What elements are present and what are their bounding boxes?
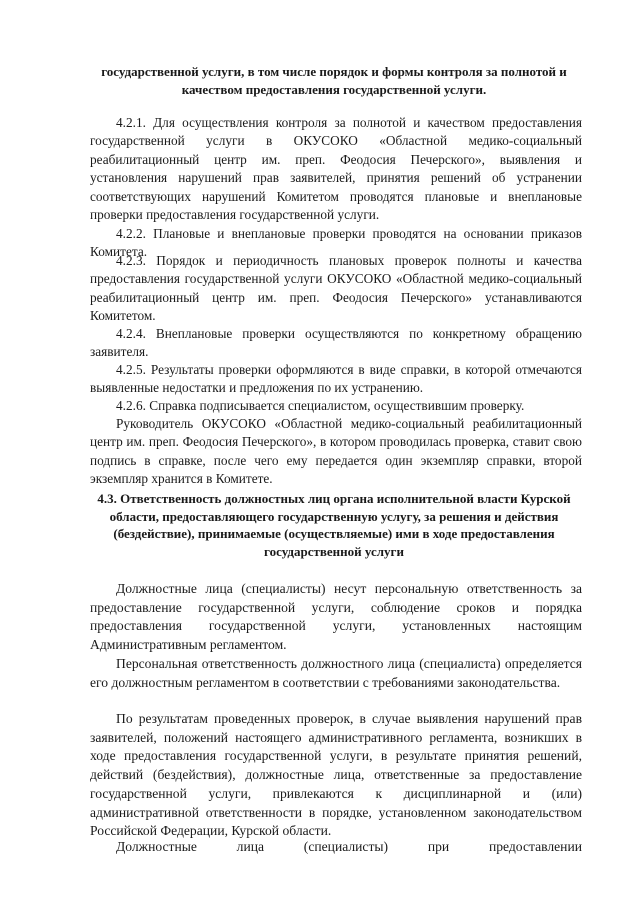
paragraph-4-2-5: 4.2.5. Результаты проверки оформляются в виде справки, в которой отмечаются выявленные недостатки и предложения по их устранению. — [90, 362, 582, 396]
paragraph-head-signature: Руководитель ОКУСОКО «Областной медико-социальный реабилитационный центр им. преп. Феодосия Печерского», в котором проводилась проверка, ставит свою подпись в справке, после чего ему передается один экземпляр справки, второй экземпляр хранится в Комитете. — [90, 416, 582, 487]
paragraph-4-2-4: 4.2.4. Внеплановые проверки осуществляются по конкретному обращению заявителя. — [90, 326, 582, 360]
section-heading-4-2: государственной услуги, в том числе порядок и формы контроля за полнотой и качеством предоставления государственной услуги. — [101, 64, 567, 97]
paragraph-4-2-6: 4.2.6. Справка подписывается специалистом, осуществившим проверку. — [116, 398, 525, 413]
paragraph-officials-continued: Должностные лица (специалисты) при предоставлении — [116, 839, 582, 854]
paragraph-4-2-1: 4.2.1. Для осуществления контроля за полнотой и качеством предоставления государственной услуги в ОКУСОКО «Областной медико-социальный реабилитационный центр им. преп. Феодосия Печерского», выявления и установления нарушений прав заявителей, принятия решений об устранении соответствующих нарушений Комитетом проводятся плановые и внеплановые проверки предоставления государственной услуги. — [90, 115, 582, 223]
paragraph-4-2-3: 4.2.3. Порядок и периодичность плановых проверок полноты и качества предоставления государственной услуги ОКУСОКО «Областной медико-социальный реабилитационный центр им. преп. Феодосия Печерского» устанавливаются Комитетом. — [90, 253, 582, 324]
section-heading-4-3: 4.3. Ответственность должностных лиц органа исполнительной власти Курской области, предоставляющего государственную услугу, за решения и действия (бездействие), принимаемые (осуществляемые) ими в ходе предоставления государственной услуги — [97, 491, 571, 559]
paragraph-violations: По результатам проведенных проверок, в случае выявления нарушений прав заявителей, положений настоящего административного регламента, возникших в ходе предоставления государственной услуги, в результате принятия решений, действий (бездействия), должностные лица, ответственные за предоставление государственной услуги, привлекаются к дисциплинарной и (или) административной ответственности в порядке, установленном законодательством Российской Федерации, Курской области. — [90, 711, 582, 839]
paragraph-personal-responsibility: Должностные лица (специалисты) несут персональную ответственность за предоставление государственной услуги, соблюдение сроков и порядка предоставления государственной услуги, установленных настоящим Административным регламентом. — [90, 581, 582, 653]
paragraph-4-2-2: 4.2.2. Плановые и внеплановые проверки проводятся на основании приказов Комитета. — [90, 226, 582, 260]
paragraph-official-regulation: Персональная ответственность должностного лица (специалиста) определяется его должностным регламентом в соответствии с требованиями законодательства. — [90, 656, 582, 690]
